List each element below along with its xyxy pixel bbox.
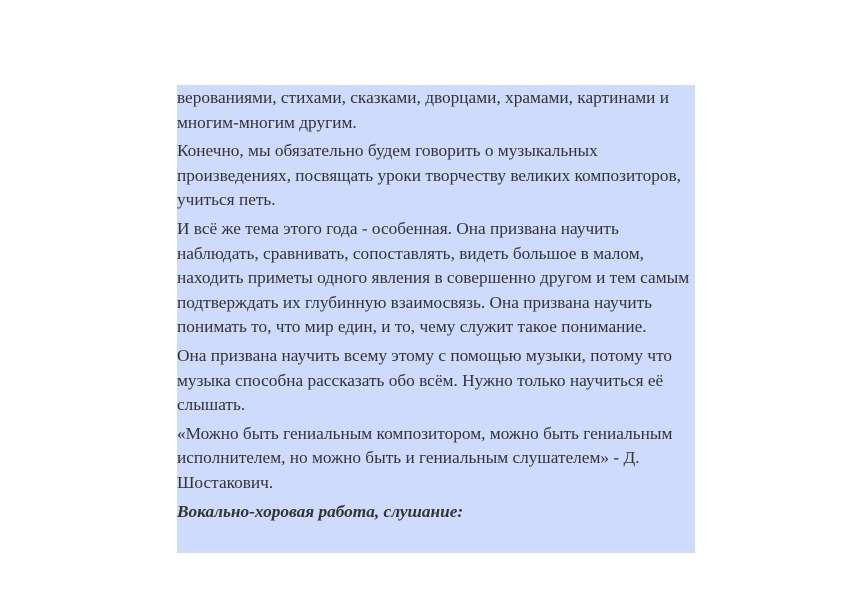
paragraph-beliefs: верованиями, стихами, сказками, дворцами, храмами, картинами и многим-многим другим. [177, 88, 669, 132]
paragraph-year-theme: И всё же тема этого года - особенная. Она призвана научить наблюдать, сравнивать, сопоставлять, видеть большое в малом, находить приметы одного явления в совершенно другом и тем самым подтверждать их глубинную взаимосвязь. Она призвана научить понимать то, что мир един, и то, чему служит такое понимание. [177, 218, 690, 337]
section-heading: Вокально-хоровая работа, слушание: [177, 501, 464, 521]
paragraph-shostakovich-quote: «Можно быть гениальным композитором, можно быть гениальным исполнителем, но можно быть и гениальным слушателем» - Д. Шостакович. [177, 423, 673, 492]
paragraph-through-music: Она призвана научить всему этому с помощью музыки, потому что музыка способна рассказать обо всём. Нужно только научиться её слышать. [177, 345, 673, 415]
paragraph-music-works: Конечно, мы обязательно будем говорить о музыкальных произведениях, посвящать уроки творчеству великих композиторов, учиться петь. [177, 141, 681, 210]
text-block [177, 85, 695, 553]
